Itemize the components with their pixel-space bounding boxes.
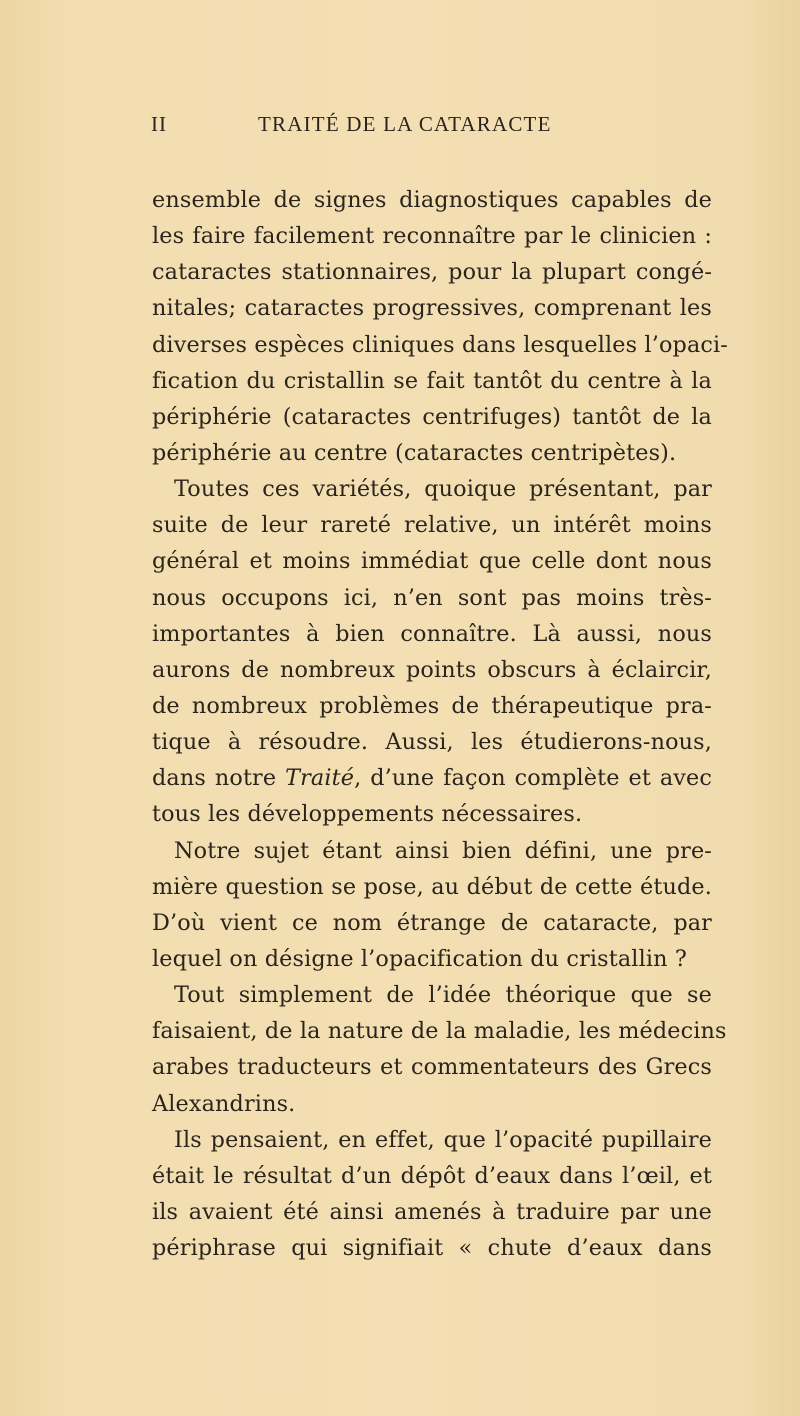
text-line: tous les développements nécessaires. — [152, 801, 583, 828]
text-line: de nombreux problèmes de thérapeutique pra- — [152, 692, 712, 719]
text-line: diverses espèces cliniques dans lesquelles l’opaci- — [152, 331, 728, 358]
page-number: II — [151, 112, 167, 136]
text-line: ils avaient été ainsi amenés à traduire par une — [152, 1198, 712, 1225]
text-line: fication du cristallin se fait tantôt du centre à la — [152, 367, 712, 394]
paragraph-start-line: Tout simplement de l’idée théorique que se — [174, 982, 712, 1009]
text-line: aurons de nombreux points obscurs à éclaircir, — [152, 656, 712, 683]
text-line: nitales; cataractes progressives, comprenant les — [152, 295, 712, 322]
text-line: faisaient, de la nature de la maladie, les médecins — [152, 1018, 727, 1045]
text-line: nous occupons ici, n’en sont pas moins très- — [152, 584, 712, 611]
text-line: lequel on désigne l’opacification du cristallin ? — [152, 945, 687, 972]
text-line: général et moins immédiat que celle dont nous — [152, 548, 712, 575]
text-line: tique à résoudre. Aussi, les étudierons-nous, — [152, 729, 712, 756]
text-line-with-italic — [152, 760, 712, 796]
paragraph-start-line: Toutes ces variétés, quoique présentant, par — [174, 476, 712, 503]
text-line: les faire facilement reconnaître par le clinicien : — [152, 223, 712, 250]
text-line: D’où vient ce nom étrange de cataracte, par — [152, 909, 712, 936]
text-line: périphérie (cataractes centrifuges) tantôt de la — [152, 403, 712, 430]
running-head — [0, 112, 800, 142]
text-line: mière question se pose, au début de cette étude. — [152, 873, 712, 900]
body-text — [152, 182, 728, 1266]
text-line: Alexandrins. — [152, 1090, 296, 1117]
text-line: cataractes stationnaires, pour la plupart congé- — [152, 259, 712, 286]
paragraph-start-line: Ils pensaient, en effet, que l’opacité pupillaire — [174, 1126, 712, 1153]
paragraph-start-line: Notre sujet étant ainsi bien défini, une pre- — [174, 837, 712, 864]
text-line: ensemble de signes diagnostiques capables de — [152, 187, 712, 213]
text-line: importantes à bien connaître. Là aussi, nous — [152, 620, 712, 647]
text-line: périphrase qui signifiait « chute d’eaux dans — [152, 1235, 712, 1262]
text-line: suite de leur rareté relative, un intérêt moins — [152, 512, 712, 539]
text-line: arabes traducteurs et commentateurs des Grecs — [152, 1054, 712, 1081]
running-title: TRAITÉ DE LA CATARACTE — [258, 112, 552, 136]
italic-title: Traité — [285, 765, 355, 792]
text-segment: , d’une façon complète et avec — [354, 765, 713, 792]
text-line: était le résultat d’un dépôt d’eaux dans l’œil, et — [152, 1162, 712, 1189]
text-segment: dans notre — [152, 765, 286, 792]
text-line: périphérie au centre (cataractes centripètes). — [152, 439, 677, 466]
